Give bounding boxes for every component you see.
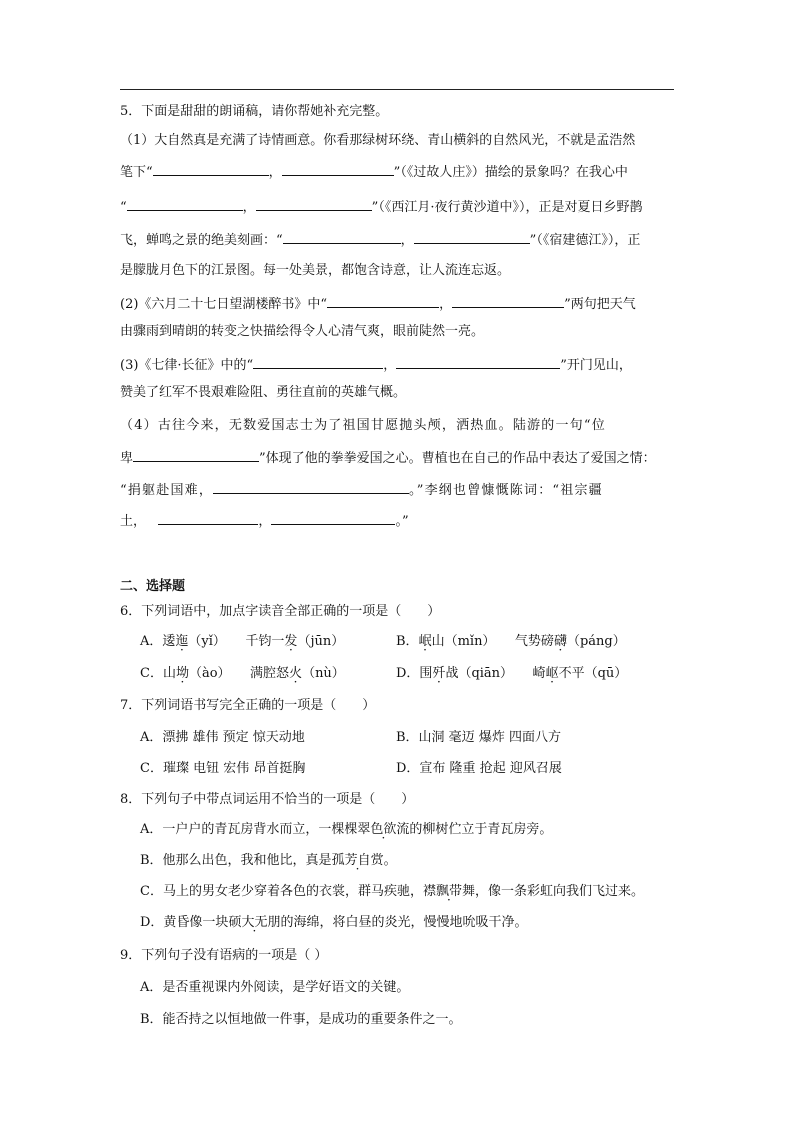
q8-title: 8．下列句子中带点词运用不恰当的一项是（ ） [120,792,415,807]
q5-p2-line2: 由骤雨到晴朗的转变之快描绘得令人心清气爽，眼前陡然一亮。 [120,324,485,339]
q8-option-b[interactable]: B．他那么出色，我和他比，真是孤芳自赏。 [140,853,397,868]
answer-blank[interactable] [396,354,560,369]
q5-p4-line3: “捐躯赴国难， 。”李纲也曾慷慨陈词：“祖宗疆 [120,479,603,501]
q9-option-b[interactable]: B．能否持之以恒地做一件事，是成功的重要条件之一。 [140,1012,462,1027]
header-rule [120,89,674,90]
answer-blank[interactable] [452,293,564,308]
q6-option-c[interactable]: C．山坳（ào） 满腔怒火（nù） [140,666,345,681]
answer-blank[interactable] [414,229,530,244]
q5-p4-line4: 土， ， 。” [120,510,409,532]
q8-option-a[interactable]: A．一户户的青瓦房背水而立，一棵棵翠色欲流的柳树伫立于青瓦房旁。 [140,822,553,837]
q5-p1-line4: 飞，蝉鸣之景的绝美刻画：“ ， ”（《宿建德江》），正 [120,229,640,251]
q6-title: 6．下列词语中，加点字读音全部正确的一项是（ ） [120,604,441,619]
q5-title: 5．下面是甜甜的朗诵稿，请你帮她补充完整。 [120,104,389,119]
q7-option-b[interactable]: B．山洞 毫迈 爆炸 四面八方 [396,730,561,745]
q6-option-b[interactable]: B．岷山（mǐn） 气势磅礴（páng） [396,634,626,649]
q5-p3-line1: (3)《七律·长征》中的“ ， ”开门见山， [120,354,632,376]
answer-blank[interactable] [133,447,259,462]
q5-p3-line2: 赞美了红军不畏艰难险阻、勇往直前的英雄气概。 [120,385,407,400]
q7-title: 7．下列词语书写完全正确的一项是（ ） [120,698,376,713]
q8-option-c[interactable]: C．马上的男女老少穿着各色的衣裳，群马疾驰，襟飘带舞，像一条彩虹向我们飞过来。 [140,884,644,899]
q5-p1-line2: 笔下“ ， ”（《过故人庄》）描绘的景象吗？在我心中 [120,161,628,183]
q8-option-d[interactable]: D．黄昏像一块硕大无朋的海绵，将白昼的炎光，慢慢地吮吸干净。 [140,915,528,930]
answer-blank[interactable] [127,196,243,211]
q9-title: 9．下列句子没有语病的一项是（ ） [120,948,328,963]
section-heading: 二、选择题 [120,579,186,594]
answer-blank[interactable] [153,161,269,176]
answer-blank[interactable] [271,510,395,525]
q5-p2-line1: (2)《六月二十七日望湖楼醉书》中“ ， ”两句把天气 [120,293,636,315]
answer-blank[interactable] [282,161,394,176]
q9-option-a[interactable]: A．是否重视课内外阅读，是学好语文的关键。 [140,980,410,995]
q5-p1-line3: “ ， ”（《西江月·夜行黄沙道中》），正是对夏日乡野鹊 [120,196,642,218]
answer-blank[interactable] [253,354,383,369]
answer-blank[interactable] [213,479,409,494]
answer-blank[interactable] [158,510,258,525]
q7-option-c[interactable]: C．璀璨 电钮 宏伟 昂首挺胸 [140,761,306,776]
q5-p1-line5: 是朦胧月色下的江景图。每一处美景，都饱含诗意，让人流连忘返。 [120,263,511,278]
q7-option-a[interactable]: A．漂拂 雄伟 预定 惊天动地 [140,730,305,745]
q5-p1-line1: （1）大自然真是充满了诗情画意。你看那绿树环绕、青山横斜的自然风光，不就是孟浩然 [120,133,636,148]
q5-p4-line2: 卑 ”体现了他的拳拳爱国之心。曹植也在自己的作品中表达了爱国之情： [120,447,656,469]
answer-blank[interactable] [327,293,439,308]
q5-p4-line1: （4）古往今来，无数爱国志士为了祖国甘愿抛头颅，洒热血。陆游的一句“位 [120,418,606,433]
q6-option-a[interactable]: A．逶迤（yǐ） 千钧一发（jūn） [140,634,345,649]
answer-blank[interactable] [283,229,401,244]
q7-option-d[interactable]: D．宣布 隆重 抢起 迎风召展 [396,761,562,776]
answer-blank[interactable] [256,196,372,211]
q6-option-d[interactable]: D．围歼战（qiān） 崎岖不平（qū） [396,666,628,681]
